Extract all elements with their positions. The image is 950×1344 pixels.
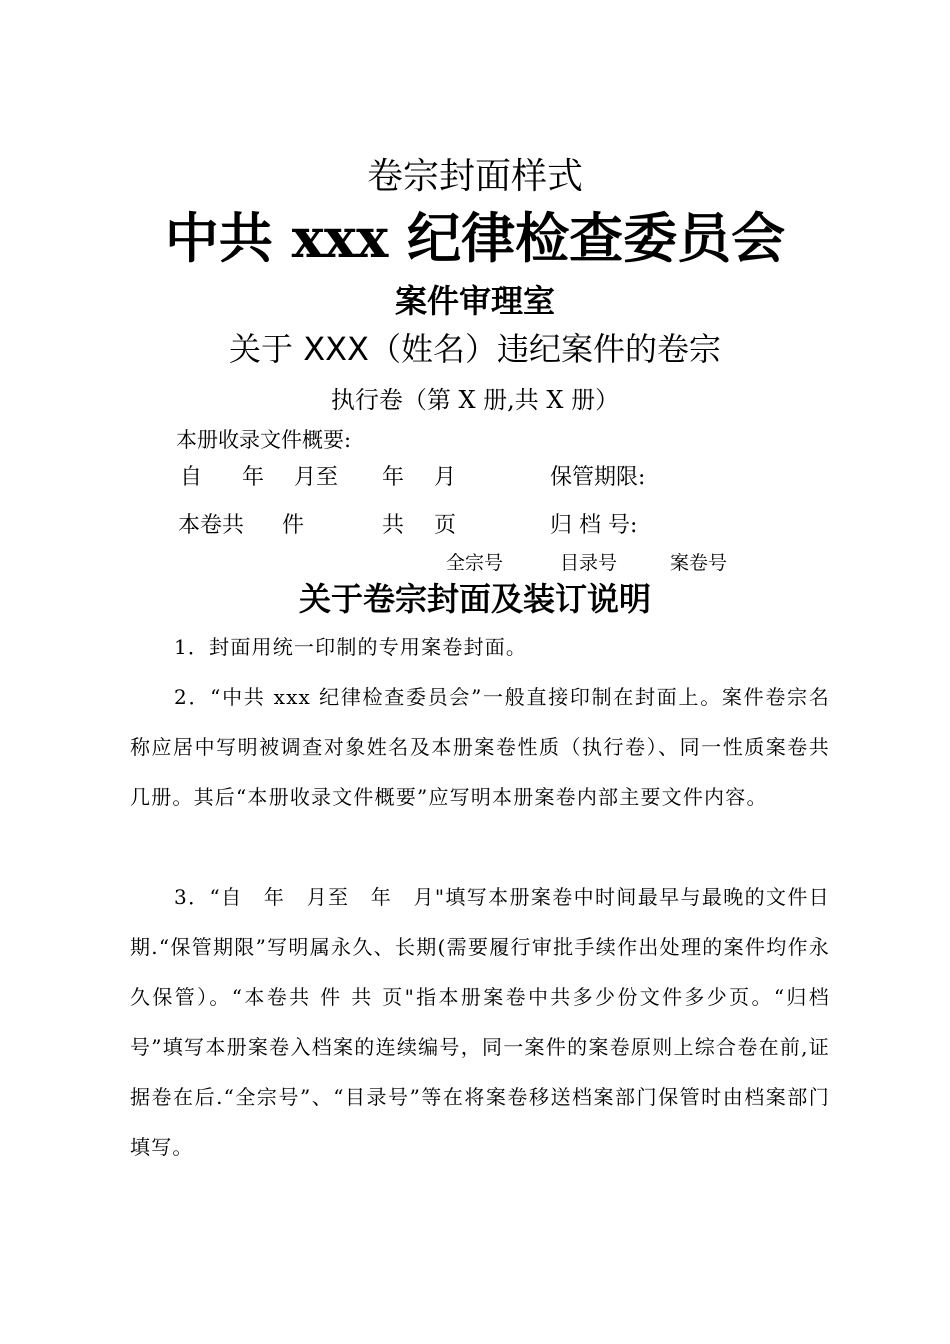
total-items-label: 本卷共 bbox=[178, 513, 245, 538]
file-number-label: 案卷号 bbox=[670, 552, 728, 574]
case-title: 关于 XXX（姓名）违纪案件的卷宗 bbox=[229, 330, 721, 368]
summary-label: 本册收录文件概要: bbox=[176, 428, 352, 452]
note-paragraph-2: 2．“中共 xxx 纪律检查委员会”一般直接印制在封面上。案件卷宗名称应居中写明被调查对象姓名及本册案卷性质（执行卷）、同一性质案卷共几册。其后“本册收录文件概要”应写明本册案卷内部主要文件内容。 bbox=[130, 685, 830, 809]
year-label: 年 bbox=[242, 465, 265, 490]
month-label: 月 bbox=[434, 465, 457, 490]
office-name: 案件审理室 bbox=[394, 282, 555, 320]
cover-style-title: 卷宗封面样式 bbox=[366, 156, 583, 197]
archive-number-label: 归 档 号: bbox=[550, 513, 638, 538]
pages-unit-label: 页 bbox=[434, 513, 457, 538]
fonds-number-label: 全宗号 bbox=[446, 552, 504, 574]
date-from-label: 自 bbox=[180, 465, 203, 490]
month-to-label: 月至 bbox=[294, 465, 339, 490]
binding-notes-title: 关于卷宗封面及装订说明 bbox=[298, 580, 651, 618]
items-unit-label: 件 bbox=[282, 513, 305, 538]
organization-name: 中共 xxx 纪律检查委员会 bbox=[164, 206, 786, 270]
total-pages-label: 共 bbox=[382, 513, 405, 538]
retention-label: 保管期限: bbox=[550, 465, 646, 490]
note-paragraph-3: 3．“自 年 月至 年 月"填写本册案卷中时间最早与最晚的文件日期.“保管期限”写明属永久、长期(需要履行审批手续作出处理的案件均作永久保管）。“本卷共 件 共 页"指本册案卷中共多少份文件多少页。“归档号”填写本册案卷入档案的连续编号，同一案件的案卷原则上综合卷在前,证据卷在后.“全宗号”、“目录号”等在将案卷移送档案部门保管时由档案部门填写。 bbox=[130, 885, 830, 1159]
year-label: 年 bbox=[382, 465, 405, 490]
note-paragraph-1: 1．封面用统一印制的专用案卷封面。 bbox=[174, 635, 528, 659]
catalog-number-label: 目录号 bbox=[560, 552, 618, 574]
volume-info: 执行卷（第 X 册,共 X 册） bbox=[330, 386, 620, 414]
